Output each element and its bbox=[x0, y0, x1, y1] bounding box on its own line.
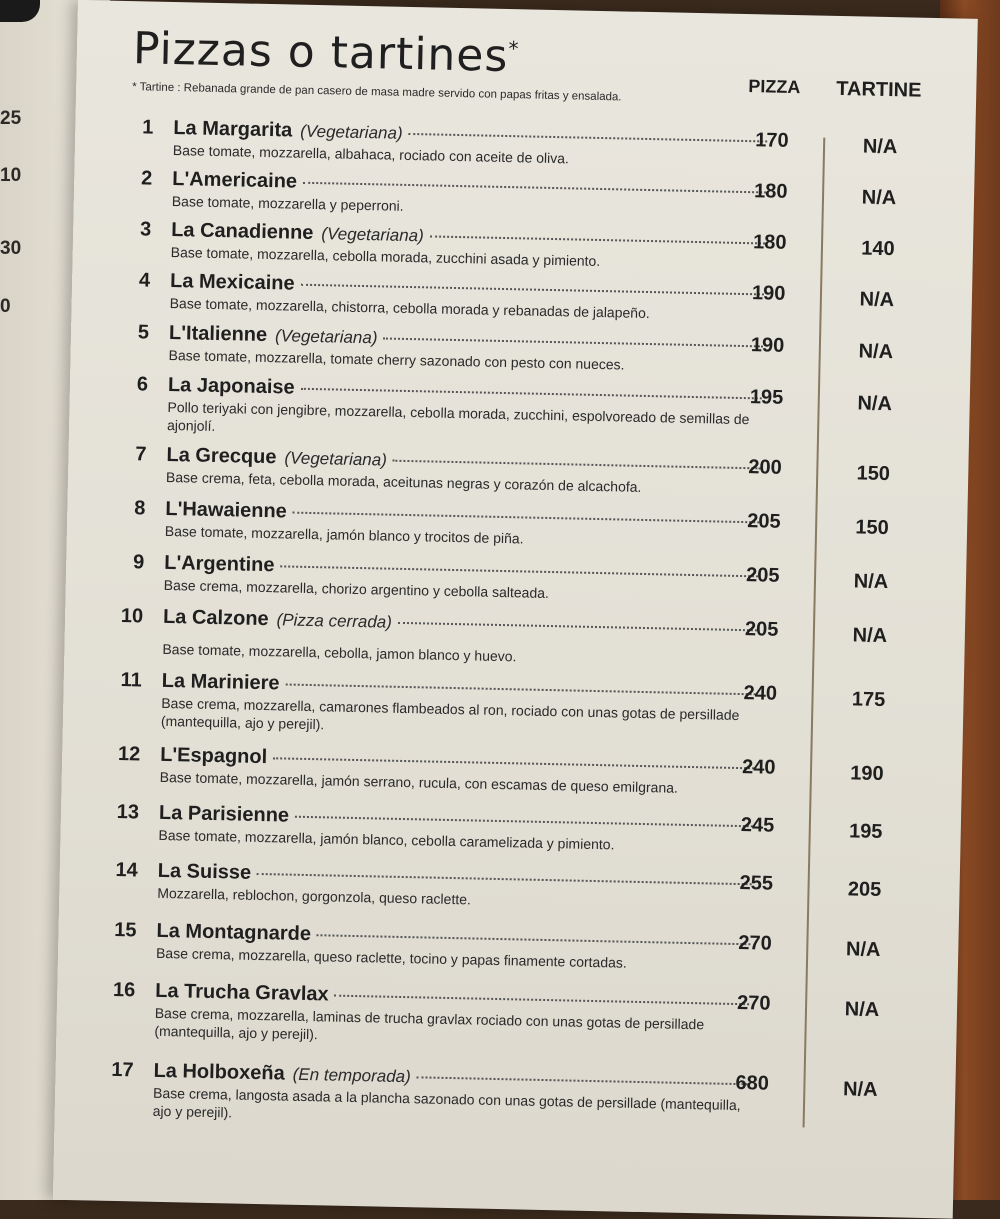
pizza-price: 240 bbox=[743, 682, 778, 705]
tartine-price: N/A bbox=[861, 186, 897, 210]
dot-leader bbox=[301, 284, 764, 296]
dot-leader bbox=[293, 512, 759, 524]
item-tag: (Vegetariana) bbox=[274, 326, 378, 348]
tartine-price: N/A bbox=[844, 998, 880, 1021]
menu-page bbox=[53, 0, 978, 1219]
item-number: 12 bbox=[117, 743, 141, 766]
menu-item bbox=[76, 115, 956, 167]
pizza-price: 180 bbox=[752, 231, 787, 254]
item-number: 14 bbox=[115, 858, 139, 882]
pizza-price: 255 bbox=[739, 872, 774, 895]
tartine-price: N/A bbox=[842, 1078, 878, 1101]
item-name: La Montagnarde bbox=[156, 919, 312, 946]
tartine-price: 195 bbox=[848, 820, 883, 844]
pizza-price: 205 bbox=[744, 618, 779, 641]
item-name: La Margarita bbox=[173, 117, 293, 142]
pizza-price: 240 bbox=[741, 756, 776, 779]
item-description: Base tomate, mozzarella, jamón blanco y trocitos de piña. bbox=[164, 522, 524, 547]
pizza-price: 270 bbox=[738, 932, 772, 955]
item-number: 11 bbox=[120, 669, 142, 692]
item-name: La Trucha Gravlax bbox=[155, 979, 329, 1006]
pizza-price: 200 bbox=[748, 456, 782, 479]
item-tag: (Pizza cerrada) bbox=[276, 610, 393, 632]
title-asterisk: * bbox=[508, 36, 520, 61]
tartine-price: N/A bbox=[853, 570, 889, 594]
pizza-price: 195 bbox=[749, 386, 784, 409]
tartine-footnote: * Tartine : Rebanada grande de pan casero de masa madre servido con papas fritas y ensalada. bbox=[132, 81, 622, 104]
dot-leader bbox=[303, 182, 766, 194]
pizza-price: 270 bbox=[736, 992, 771, 1015]
item-number: 1 bbox=[141, 116, 154, 139]
item-number: 15 bbox=[114, 918, 137, 942]
dot-leader bbox=[280, 565, 758, 577]
prev-price-1: 25 bbox=[0, 108, 22, 129]
item-description: Base tomate, mozzarella, tomate cherry sazonado con pesto con nueces. bbox=[168, 346, 625, 373]
tartine-price: 190 bbox=[850, 762, 884, 786]
item-name: L'Hawaienne bbox=[165, 497, 288, 523]
tartine-price: 205 bbox=[847, 878, 882, 902]
item-description: Base tomate, mozzarella y peperroni. bbox=[171, 193, 404, 214]
item-name: La Mariniere bbox=[161, 669, 280, 695]
dot-leader bbox=[301, 388, 762, 400]
tartine-price: N/A bbox=[845, 938, 881, 962]
item-number: 17 bbox=[111, 1058, 134, 1082]
pizza-price: 190 bbox=[751, 282, 786, 305]
item-number: 10 bbox=[120, 605, 144, 628]
item-name: L'Espagnol bbox=[159, 743, 268, 769]
dot-leader bbox=[286, 683, 756, 695]
item-description: Pollo teriyaki con jengibre, mozzarella, cebolla morada, zucchini, espolvoreado de semillas de ajonjolí. bbox=[166, 398, 750, 434]
dot-leader bbox=[417, 1076, 748, 1085]
item-number: 7 bbox=[135, 443, 147, 466]
item-description: Base tomate, mozzarella, jamón blanco, cebolla caramelizada y pimiento. bbox=[158, 826, 615, 853]
dot-leader bbox=[430, 235, 765, 244]
item-tag: (En temporada) bbox=[292, 1064, 411, 1087]
dot-leader bbox=[257, 873, 752, 885]
pizza-price: 205 bbox=[745, 564, 780, 587]
item-number: 13 bbox=[116, 800, 140, 824]
pizza-price: 245 bbox=[740, 814, 775, 837]
item-name-line bbox=[163, 606, 763, 642]
tartine-price: 140 bbox=[861, 237, 895, 261]
item-description: Base crema, feta, cebolla morada, aceitunas negras y corazón de alcachofa. bbox=[165, 468, 642, 495]
item-description: Base crema, mozzarella, camarones flambeados al ron, rociado con unas gotas de persillade (mantequilla, ajo y perejil). bbox=[160, 694, 740, 733]
item-tag: (Vegetariana) bbox=[300, 121, 403, 143]
item-description: Base tomate, mozzarella, albahaca, rociado con aceite de oliva. bbox=[172, 142, 570, 167]
prev-price-3: 30 bbox=[0, 238, 22, 259]
item-number: 5 bbox=[137, 321, 150, 344]
item-name: La Holboxeña bbox=[153, 1059, 285, 1085]
menu-title bbox=[132, 23, 519, 82]
item-number: 9 bbox=[132, 551, 145, 574]
item-name: La Canadienne bbox=[170, 219, 314, 244]
dot-leader bbox=[393, 460, 761, 470]
dot-leader bbox=[398, 622, 757, 632]
tartine-price: N/A bbox=[858, 340, 894, 364]
pizza-column-header: PIZZA bbox=[748, 76, 801, 98]
item-number: 8 bbox=[134, 497, 146, 520]
item-description: Mozzarella, reblochon, gorgonzola, queso raclette. bbox=[157, 884, 472, 908]
item-name: L'Americaine bbox=[172, 168, 298, 193]
dot-leader bbox=[383, 337, 762, 347]
dot-leader bbox=[317, 934, 750, 945]
item-number: 2 bbox=[140, 167, 153, 190]
item-number: 3 bbox=[139, 218, 152, 241]
tartine-price: 150 bbox=[855, 516, 890, 540]
item-name: La Parisienne bbox=[158, 801, 290, 827]
pizza-price: 205 bbox=[747, 510, 781, 533]
tartine-price: N/A bbox=[857, 392, 893, 416]
item-name: L'Italienne bbox=[168, 321, 268, 347]
item-tag: (Vegetariana) bbox=[284, 448, 388, 470]
item-tag: (Vegetariana) bbox=[321, 224, 424, 246]
item-description: Base crema, mozzarella, queso raclette, tocino y papas finamente cortadas. bbox=[155, 944, 627, 971]
item-description: Base tomate, mozzarella, cebolla, jamon blanco y huevo. bbox=[162, 640, 517, 665]
item-description: Base crema, mozzarella, laminas de trucha gravlax rociado con unas gotas de persillade (mantequilla, ajo y perejil). bbox=[154, 1004, 705, 1043]
item-number: 4 bbox=[138, 269, 151, 292]
tartine-price: 150 bbox=[856, 462, 891, 486]
prev-price-2: 10 bbox=[0, 165, 22, 186]
tartine-price: N/A bbox=[859, 288, 895, 312]
item-name: La Calzone bbox=[162, 605, 269, 631]
dot-leader bbox=[273, 757, 754, 769]
tartine-price: N/A bbox=[852, 624, 888, 648]
pizza-price: 170 bbox=[754, 129, 789, 152]
tartine-price: 175 bbox=[851, 688, 886, 712]
item-description: Base tomate, mozzarella, jamón serrano, rucula, con escamas de queso emilgrana. bbox=[159, 768, 679, 796]
item-description: Base crema, mozzarella, chorizo argentino y cebolla salteada. bbox=[163, 576, 550, 601]
item-description: Base tomate, mozzarella, cebolla morada, zucchini asada y pimiento. bbox=[170, 243, 601, 269]
tartine-price: N/A bbox=[862, 135, 898, 159]
item-number: 6 bbox=[136, 373, 149, 396]
item-description: Base crema, langosta asada a la plancha sazonado con unas gotas de persillade (mantequilla, ajo y perejil). bbox=[152, 1084, 741, 1121]
menu-title-text: Pizzas o tartines bbox=[132, 23, 509, 83]
item-name: La Suisse bbox=[157, 859, 252, 884]
item-number: 16 bbox=[112, 978, 136, 1002]
pizza-price: 180 bbox=[753, 180, 788, 203]
item-name: L'Argentine bbox=[163, 551, 275, 577]
page-corner bbox=[0, 0, 40, 22]
item-name: La Grecque bbox=[166, 443, 277, 469]
tartine-column-header: TARTINE bbox=[836, 77, 922, 102]
item-name: La Mexicaine bbox=[169, 269, 295, 295]
dot-leader bbox=[295, 816, 753, 828]
pizza-price: 680 bbox=[735, 1072, 770, 1095]
prev-price-4: 0 bbox=[0, 296, 11, 317]
item-name: La Japonaise bbox=[167, 373, 295, 399]
item-description: Base tomate, mozzarella, chistorra, cebolla morada y rebanadas de jalapeño. bbox=[169, 294, 650, 322]
pizza-price: 190 bbox=[750, 334, 785, 357]
dot-leader bbox=[409, 133, 768, 143]
dot-leader bbox=[335, 995, 750, 1006]
